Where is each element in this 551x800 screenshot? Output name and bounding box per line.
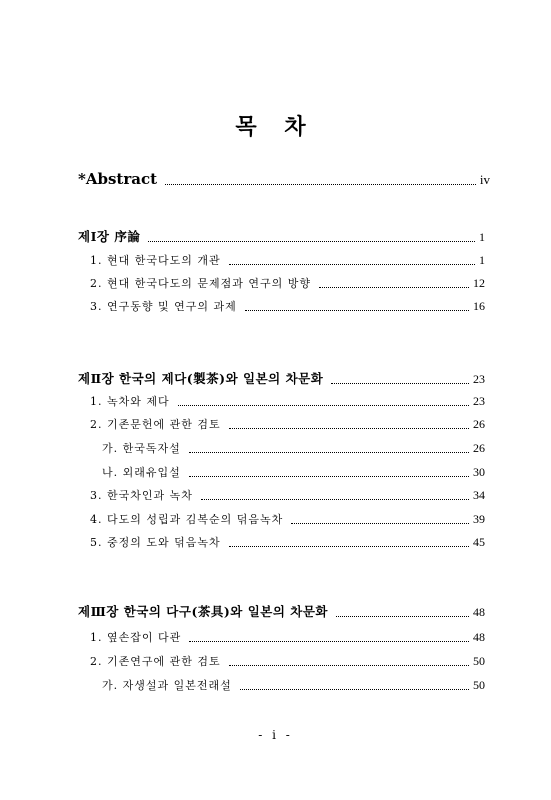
leader-dots xyxy=(245,309,469,311)
toc-section-label: 1. 옆손잡이 다관 xyxy=(90,631,182,644)
toc-section-page: 12 xyxy=(473,276,485,290)
leader-dots xyxy=(336,615,469,617)
toc-section-page: 39 xyxy=(473,512,485,526)
leader-dots xyxy=(229,664,469,666)
toc-chapter-3[interactable] xyxy=(78,602,485,620)
toc-section[interactable] xyxy=(90,252,485,268)
leader-dots xyxy=(291,522,469,524)
toc-chapter-label: 제Ⅰ장 序論 xyxy=(78,229,141,244)
toc-section-label: 3. 연구동향 및 연구의 과제 xyxy=(90,300,237,313)
toc-section-label: 3. 한국차인과 녹차 xyxy=(90,489,193,502)
toc-section-page: 23 xyxy=(473,394,485,408)
toc-section[interactable] xyxy=(90,629,485,645)
leader-dots xyxy=(331,382,469,384)
toc-section-label: 1. 녹차와 제다 xyxy=(90,395,170,408)
toc-chapter-label: 제Ⅲ장 한국의 다구(茶具)와 일본의 차문화 xyxy=(78,604,329,619)
leader-dots xyxy=(189,475,469,477)
toc-subsection-label: 가. 자생설과 일본전래설 xyxy=(102,679,232,692)
toc-chapter-page: 1 xyxy=(479,230,485,244)
leader-dots xyxy=(165,183,476,185)
toc-chapter-1[interactable] xyxy=(78,227,485,245)
toc-subsection[interactable] xyxy=(102,440,485,456)
toc-section-page: 16 xyxy=(473,299,485,313)
toc-subsection-label: 나. 외래유입설 xyxy=(102,466,181,479)
toc-section[interactable] xyxy=(90,511,485,527)
toc-chapter-page: 48 xyxy=(473,605,485,619)
leader-dots xyxy=(240,688,469,690)
toc-section[interactable] xyxy=(90,298,485,314)
leader-dots xyxy=(229,427,469,429)
toc-chapter-2[interactable] xyxy=(78,369,485,387)
toc-section[interactable] xyxy=(90,534,485,550)
toc-subsection[interactable] xyxy=(102,677,485,693)
toc-section-page: 45 xyxy=(473,535,485,549)
leader-dots xyxy=(201,498,469,500)
toc-subsection-page: 26 xyxy=(473,441,485,455)
leader-dots xyxy=(189,451,469,453)
page-title: 목 차 xyxy=(235,114,316,140)
leader-dots xyxy=(148,240,475,242)
toc-chapter-page: 23 xyxy=(473,372,485,386)
toc-subsection-page: 30 xyxy=(473,465,485,479)
toc-section-label: 4. 다도의 성립과 김복순의 덖음녹차 xyxy=(90,513,284,526)
toc-entry-label: *Abstract xyxy=(78,170,158,188)
toc-section-page: 26 xyxy=(473,417,485,431)
toc-entry-abstract[interactable] xyxy=(78,170,490,188)
toc-section[interactable] xyxy=(90,275,485,291)
toc-chapter-label: 제Ⅱ장 한국의 제다(製茶)와 일본의 차문화 xyxy=(78,371,324,386)
toc-section-page: 1 xyxy=(479,253,485,267)
leader-dots xyxy=(319,286,469,288)
toc-section-label: 1. 현대 한국다도의 개관 xyxy=(90,254,221,267)
toc-section-label: 2. 기존연구에 관한 검토 xyxy=(90,655,221,668)
toc-section[interactable] xyxy=(90,653,485,669)
toc-subsection[interactable] xyxy=(102,464,485,480)
toc-subsection-page: 50 xyxy=(473,678,485,692)
leader-dots xyxy=(229,545,469,547)
toc-section[interactable] xyxy=(90,487,485,503)
leader-dots xyxy=(189,640,469,642)
toc-section-page: 34 xyxy=(473,488,485,502)
toc-section-page: 48 xyxy=(473,630,485,644)
toc-section[interactable] xyxy=(90,393,485,409)
toc-section-page: 50 xyxy=(473,654,485,668)
page-number-footer: - i - xyxy=(258,728,293,742)
toc-entry-page: iv xyxy=(479,172,490,187)
leader-dots xyxy=(229,263,475,265)
toc-section[interactable] xyxy=(90,416,485,432)
toc-subsection-label: 가. 한국독자설 xyxy=(102,442,181,455)
leader-dots xyxy=(178,404,469,406)
toc-section-label: 2. 기존문헌에 관한 검토 xyxy=(90,418,221,431)
toc-section-label: 5. 중정의 도와 덖음녹차 xyxy=(90,536,221,549)
toc-section-label: 2. 현대 한국다도의 문제점과 연구의 방향 xyxy=(90,277,311,290)
